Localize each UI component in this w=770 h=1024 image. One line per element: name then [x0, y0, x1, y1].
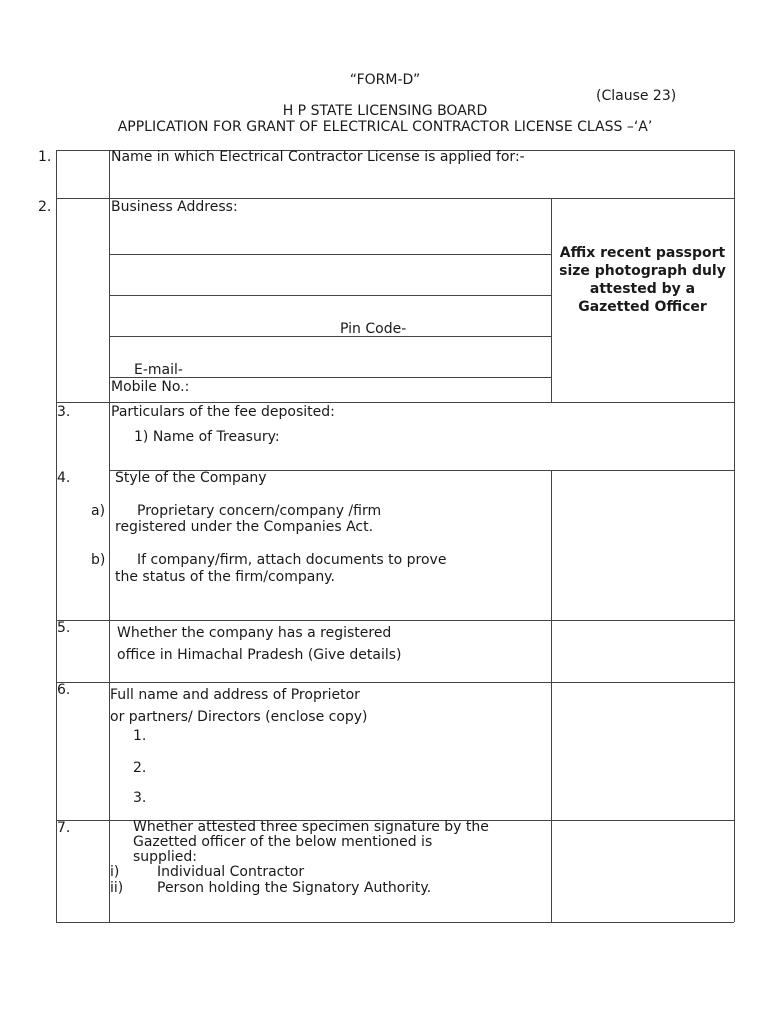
registered-office-line2: office in Himachal Pradesh (Give details) [117, 647, 402, 663]
row-6-number: 6. [57, 682, 71, 698]
license-name-label: Name in which Electrical Contractor License is applied for:- [111, 149, 525, 165]
treasury-name-label: 1) Name of Treasury: [134, 429, 280, 445]
pin-code-label: Pin Code- [340, 321, 407, 337]
proprietor-line2: or partners/ Directors (enclose copy) [110, 709, 368, 725]
row-4-number: 4. [57, 470, 71, 486]
item-b-line2: the status of the firm/company. [115, 569, 335, 585]
signature-line2: Gazetted officer of the below mentioned is [133, 834, 433, 850]
application-title: APPLICATION FOR GRANT OF ELECTRICAL CONTRACTOR LICENSE CLASS –‘A’ [117, 119, 653, 135]
row-2-number: 2. [38, 199, 52, 215]
item-a-line2: registered under the Companies Act. [115, 519, 374, 535]
signatory-authority-label: Person holding the Signatory Authority. [157, 880, 432, 896]
fee-particulars-label: Particulars of the fee deposited: [111, 404, 335, 420]
row-3-number: 3. [57, 404, 71, 420]
item-b-line1: If company/firm, attach documents to prove [137, 552, 447, 568]
item-i-marker: i) [110, 864, 120, 880]
board-name: H P STATE LICENSING BOARD [282, 103, 488, 119]
mobile-label: Mobile No.: [111, 379, 190, 395]
row-1-number: 1. [38, 149, 52, 165]
signature-line1: Whether attested three specimen signature by the [133, 819, 489, 835]
item-a-line1: Proprietary concern/company /firm [137, 503, 382, 519]
item-b-marker: b) [91, 552, 106, 568]
email-label: E-mail- [134, 362, 183, 378]
form-title: “FORM-D” [349, 72, 421, 88]
item-ii-marker: ii) [110, 880, 124, 896]
proprietor-line1: Full name and address of Proprietor [110, 687, 360, 703]
photo-box-note: Affix recent passport size photograph duly attested by a Gazetted Officer [559, 245, 726, 315]
proprietor-item-3: 3. [133, 790, 147, 806]
registered-office-line1: Whether the company has a registered [117, 625, 392, 641]
proprietor-item-1: 1. [133, 728, 147, 744]
individual-contractor-label: Individual Contractor [157, 864, 305, 880]
proprietor-item-2: 2. [133, 760, 147, 776]
item-a-marker: a) [91, 503, 106, 519]
company-style-label: Style of the Company [115, 470, 267, 486]
business-address-label: Business Address: [111, 199, 238, 215]
signature-line3: supplied: [133, 849, 197, 865]
row-7-number: 7. [57, 820, 71, 836]
row-5-number: 5. [57, 620, 71, 636]
clause-reference: (Clause 23) [596, 88, 677, 104]
